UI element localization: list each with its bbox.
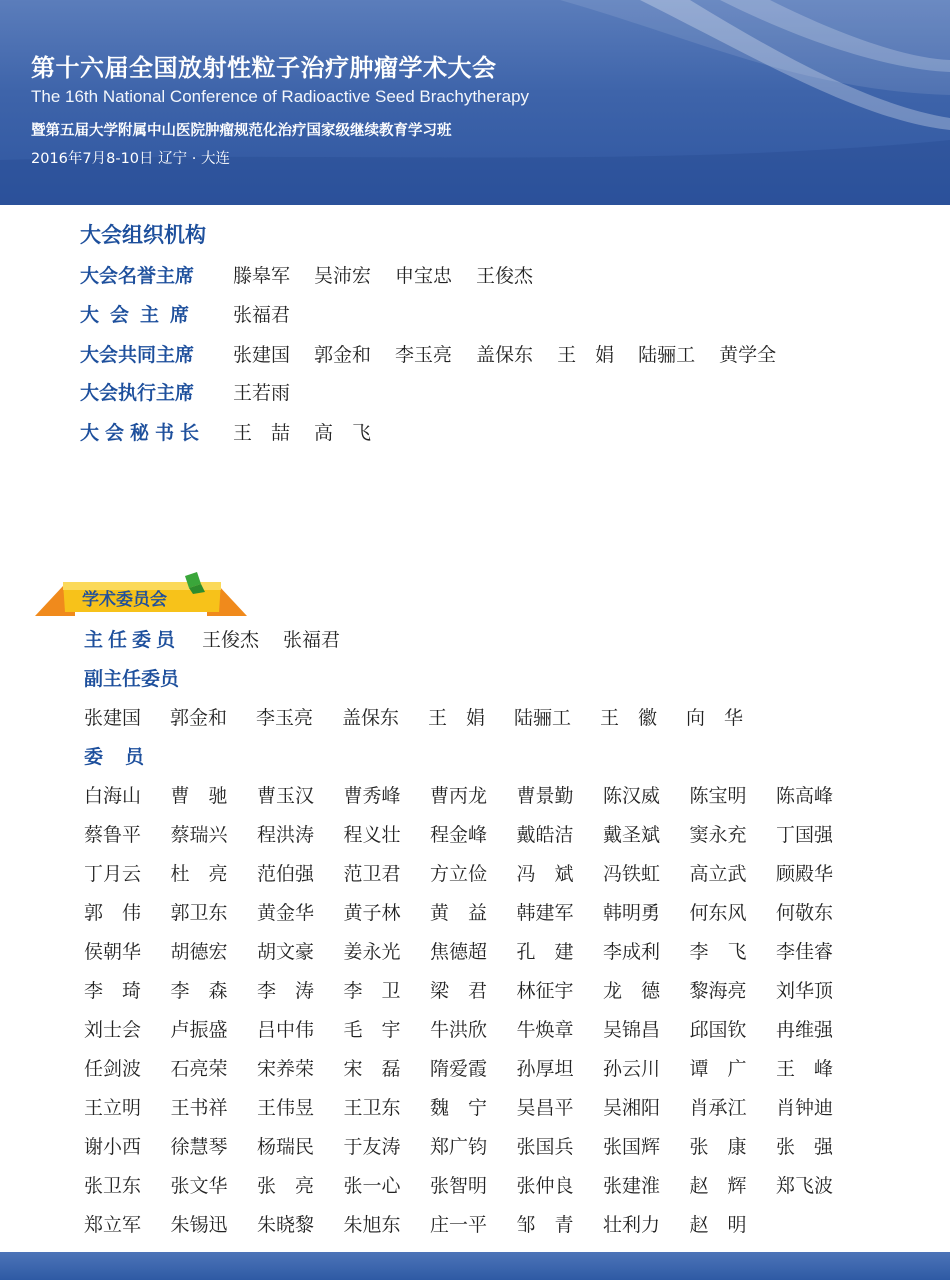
member-name: 王卫东	[343, 1097, 401, 1119]
person-name: 郭金和	[170, 707, 228, 729]
member-name: 刘士会	[84, 1019, 142, 1041]
conference-date-place: 2016年7月8-10日 辽宁 · 大连	[31, 151, 230, 167]
person-name: 王俊杰	[202, 629, 260, 651]
member-name: 谭广	[689, 1058, 766, 1080]
org-row-label: 大会共同主席	[80, 344, 195, 366]
member-name: 毛宇	[343, 1019, 420, 1041]
member-name: 蔡鲁平	[84, 824, 142, 846]
org-row-names	[233, 378, 314, 405]
ribbon-label: 学术委员会	[82, 590, 167, 610]
member-name: 张国兵	[516, 1136, 574, 1158]
member-name: 曹丙龙	[430, 785, 488, 807]
member-name: 张一心	[343, 1175, 401, 1197]
member-name: 隋爱霞	[430, 1058, 488, 1080]
member-name: 郑立军	[84, 1214, 142, 1236]
member-name: 戴圣斌	[603, 824, 661, 846]
member-name: 庄一平	[430, 1214, 488, 1236]
member-name: 陈高峰	[776, 785, 834, 807]
vice-director-label: 副主任委员	[84, 668, 180, 690]
member-name: 朱晓黎	[257, 1214, 315, 1236]
person-name: 王 徽	[600, 707, 658, 729]
member-name: 刘华顶	[776, 980, 834, 1002]
director-label: 主任委员	[84, 629, 181, 651]
member-name: 张国辉	[603, 1136, 661, 1158]
members-label: 委员	[84, 746, 167, 768]
member-name: 牛洪欣	[430, 1019, 488, 1041]
member-name: 梁君	[430, 980, 507, 1002]
member-name: 冯铁虹	[603, 863, 661, 885]
member-name: 赵辉	[689, 1175, 766, 1197]
person-name: 李玉亮	[395, 344, 453, 366]
member-name: 郭伟	[84, 902, 161, 924]
member-name: 顾殿华	[776, 863, 834, 885]
conference-subtitle: 暨第五届大学附属中山医院肿瘤规范化治疗国家级继续教育学习班	[31, 123, 452, 139]
org-section-title: 大会组织机构	[80, 223, 206, 247]
member-name: 黄子林	[343, 902, 401, 924]
member-name: 石亮荣	[170, 1058, 228, 1080]
person-name: 陆骊工	[638, 344, 696, 366]
member-name: 李佳睿	[776, 941, 834, 963]
member-name: 李飞	[689, 941, 766, 963]
header-banner	[0, 0, 950, 205]
person-name: 王俊杰	[476, 265, 534, 287]
member-name: 杨瑞民	[257, 1136, 315, 1158]
member-name: 张建淮	[603, 1175, 661, 1197]
member-name: 张智明	[430, 1175, 488, 1197]
member-name: 林征宇	[516, 980, 574, 1002]
member-name: 韩明勇	[603, 902, 661, 924]
member-name: 李卫	[343, 980, 420, 1002]
person-name: 郭金和	[314, 344, 372, 366]
member-name: 李森	[170, 980, 247, 1002]
member-name: 宋磊	[343, 1058, 420, 1080]
member-name: 孙云川	[603, 1058, 661, 1080]
person-name: 张建国	[84, 707, 142, 729]
member-name: 卢振盛	[170, 1019, 228, 1041]
member-name: 窦永充	[689, 824, 747, 846]
member-name: 谢小西	[84, 1136, 142, 1158]
member-name: 曹玉汉	[257, 785, 315, 807]
member-name: 吴昌平	[516, 1097, 574, 1119]
member-name: 范卫君	[343, 863, 401, 885]
member-name: 何敬东	[776, 902, 834, 924]
person-name: 陆骊工	[514, 707, 572, 729]
member-name: 王峰	[776, 1058, 853, 1080]
vice-director-names	[84, 703, 772, 730]
member-name: 肖钟迪	[776, 1097, 834, 1119]
member-name: 方立俭	[430, 863, 488, 885]
member-name: 李涛	[257, 980, 334, 1002]
member-name: 徐慧琴	[170, 1136, 228, 1158]
member-name: 王书祥	[170, 1097, 228, 1119]
member-name: 赵明	[689, 1214, 766, 1236]
member-name: 胡德宏	[170, 941, 228, 963]
member-name: 张仲良	[516, 1175, 574, 1197]
member-name: 郑广钧	[430, 1136, 488, 1158]
member-name: 高立武	[689, 863, 747, 885]
person-name: 李玉亮	[256, 707, 314, 729]
person-name: 黄学全	[719, 344, 777, 366]
person-name: 王 娟	[428, 707, 486, 729]
member-name: 冯斌	[516, 863, 593, 885]
person-name: 高 飞	[314, 422, 372, 444]
member-name: 朱旭东	[343, 1214, 401, 1236]
member-name: 黎海亮	[689, 980, 747, 1002]
org-row-label: 大会名誉主席	[80, 265, 195, 287]
person-name: 盖保东	[476, 344, 534, 366]
member-name: 范伯强	[257, 863, 315, 885]
member-name: 于友涛	[343, 1136, 401, 1158]
member-name: 王伟昱	[257, 1097, 315, 1119]
org-row-names	[233, 261, 557, 288]
member-name: 朱锡迅	[170, 1214, 228, 1236]
member-name: 韩建军	[516, 902, 574, 924]
member-name: 郭卫东	[170, 902, 228, 924]
member-name: 吕中伟	[257, 1019, 315, 1041]
member-name: 程洪涛	[257, 824, 315, 846]
member-name: 黄益	[430, 902, 507, 924]
member-name: 蔡瑞兴	[170, 824, 228, 846]
org-row-names	[233, 340, 800, 367]
org-row-label: 大会秘书长	[80, 422, 206, 444]
person-name: 王 娟	[557, 344, 615, 366]
member-name: 孔建	[516, 941, 593, 963]
member-name: 黄金华	[257, 902, 315, 924]
member-name: 李成利	[603, 941, 661, 963]
person-name: 滕皋军	[233, 265, 291, 287]
member-name: 陈宝明	[689, 785, 747, 807]
member-name: 肖承江	[689, 1097, 747, 1119]
org-row-label: 大会执行主席	[80, 382, 195, 404]
member-name: 壮利力	[603, 1214, 661, 1236]
member-name: 张卫东	[84, 1175, 142, 1197]
member-name: 邱国钦	[689, 1019, 747, 1041]
member-name: 邹青	[516, 1214, 593, 1236]
member-name: 丁国强	[776, 824, 834, 846]
member-name: 宋养荣	[257, 1058, 315, 1080]
org-row-names	[233, 300, 314, 327]
member-name: 李琦	[84, 980, 161, 1002]
conference-title: 第十六届全国放射性粒子治疗肿瘤学术大会	[31, 54, 497, 82]
person-name: 盖保东	[342, 707, 400, 729]
member-name: 姜永光	[343, 941, 401, 963]
member-name: 孙厚坦	[516, 1058, 574, 1080]
member-name: 牛焕章	[516, 1019, 574, 1041]
member-name: 陈汉威	[603, 785, 661, 807]
person-name: 张建国	[233, 344, 291, 366]
member-name: 龙德	[603, 980, 680, 1002]
member-name: 白海山	[84, 785, 142, 807]
person-name: 张福君	[233, 304, 291, 326]
person-name: 王若雨	[233, 382, 291, 404]
member-name: 张强	[776, 1136, 853, 1158]
person-name: 张福君	[283, 629, 341, 651]
member-name: 程金峰	[430, 824, 488, 846]
person-name: 向 华	[686, 707, 744, 729]
director-names	[202, 625, 364, 652]
member-name: 任剑波	[84, 1058, 142, 1080]
member-name: 王立明	[84, 1097, 142, 1119]
member-name: 何东风	[689, 902, 747, 924]
person-name: 王 喆	[233, 422, 291, 444]
member-name: 曹驰	[170, 785, 247, 807]
member-name: 吴锦昌	[603, 1019, 661, 1041]
member-name: 戴皓洁	[516, 824, 574, 846]
member-name: 丁月云	[84, 863, 142, 885]
member-name: 郑飞波	[776, 1175, 834, 1197]
member-name: 杜亮	[170, 863, 247, 885]
org-row-names	[233, 418, 395, 445]
member-name: 张康	[689, 1136, 766, 1158]
footer-bar	[0, 1252, 950, 1280]
member-name: 侯朝华	[84, 941, 142, 963]
conference-title-english: The 16th National Conference of Radioactive Seed Brachytherapy	[31, 87, 530, 106]
member-name: 吴湘阳	[603, 1097, 661, 1119]
member-name: 张亮	[257, 1175, 334, 1197]
person-name: 申宝忠	[395, 265, 453, 287]
member-name: 曹秀峰	[343, 785, 401, 807]
member-name: 魏宁	[430, 1097, 507, 1119]
person-name: 吴沛宏	[314, 265, 372, 287]
member-name: 胡文豪	[257, 941, 315, 963]
member-name: 张文华	[170, 1175, 228, 1197]
member-name: 程义壮	[343, 824, 401, 846]
org-row-label: 大会主席	[80, 304, 201, 326]
members-grid	[84, 781, 864, 1249]
member-name: 曹景勤	[516, 785, 574, 807]
member-name: 冉维强	[776, 1019, 834, 1041]
member-name: 焦德超	[430, 941, 488, 963]
